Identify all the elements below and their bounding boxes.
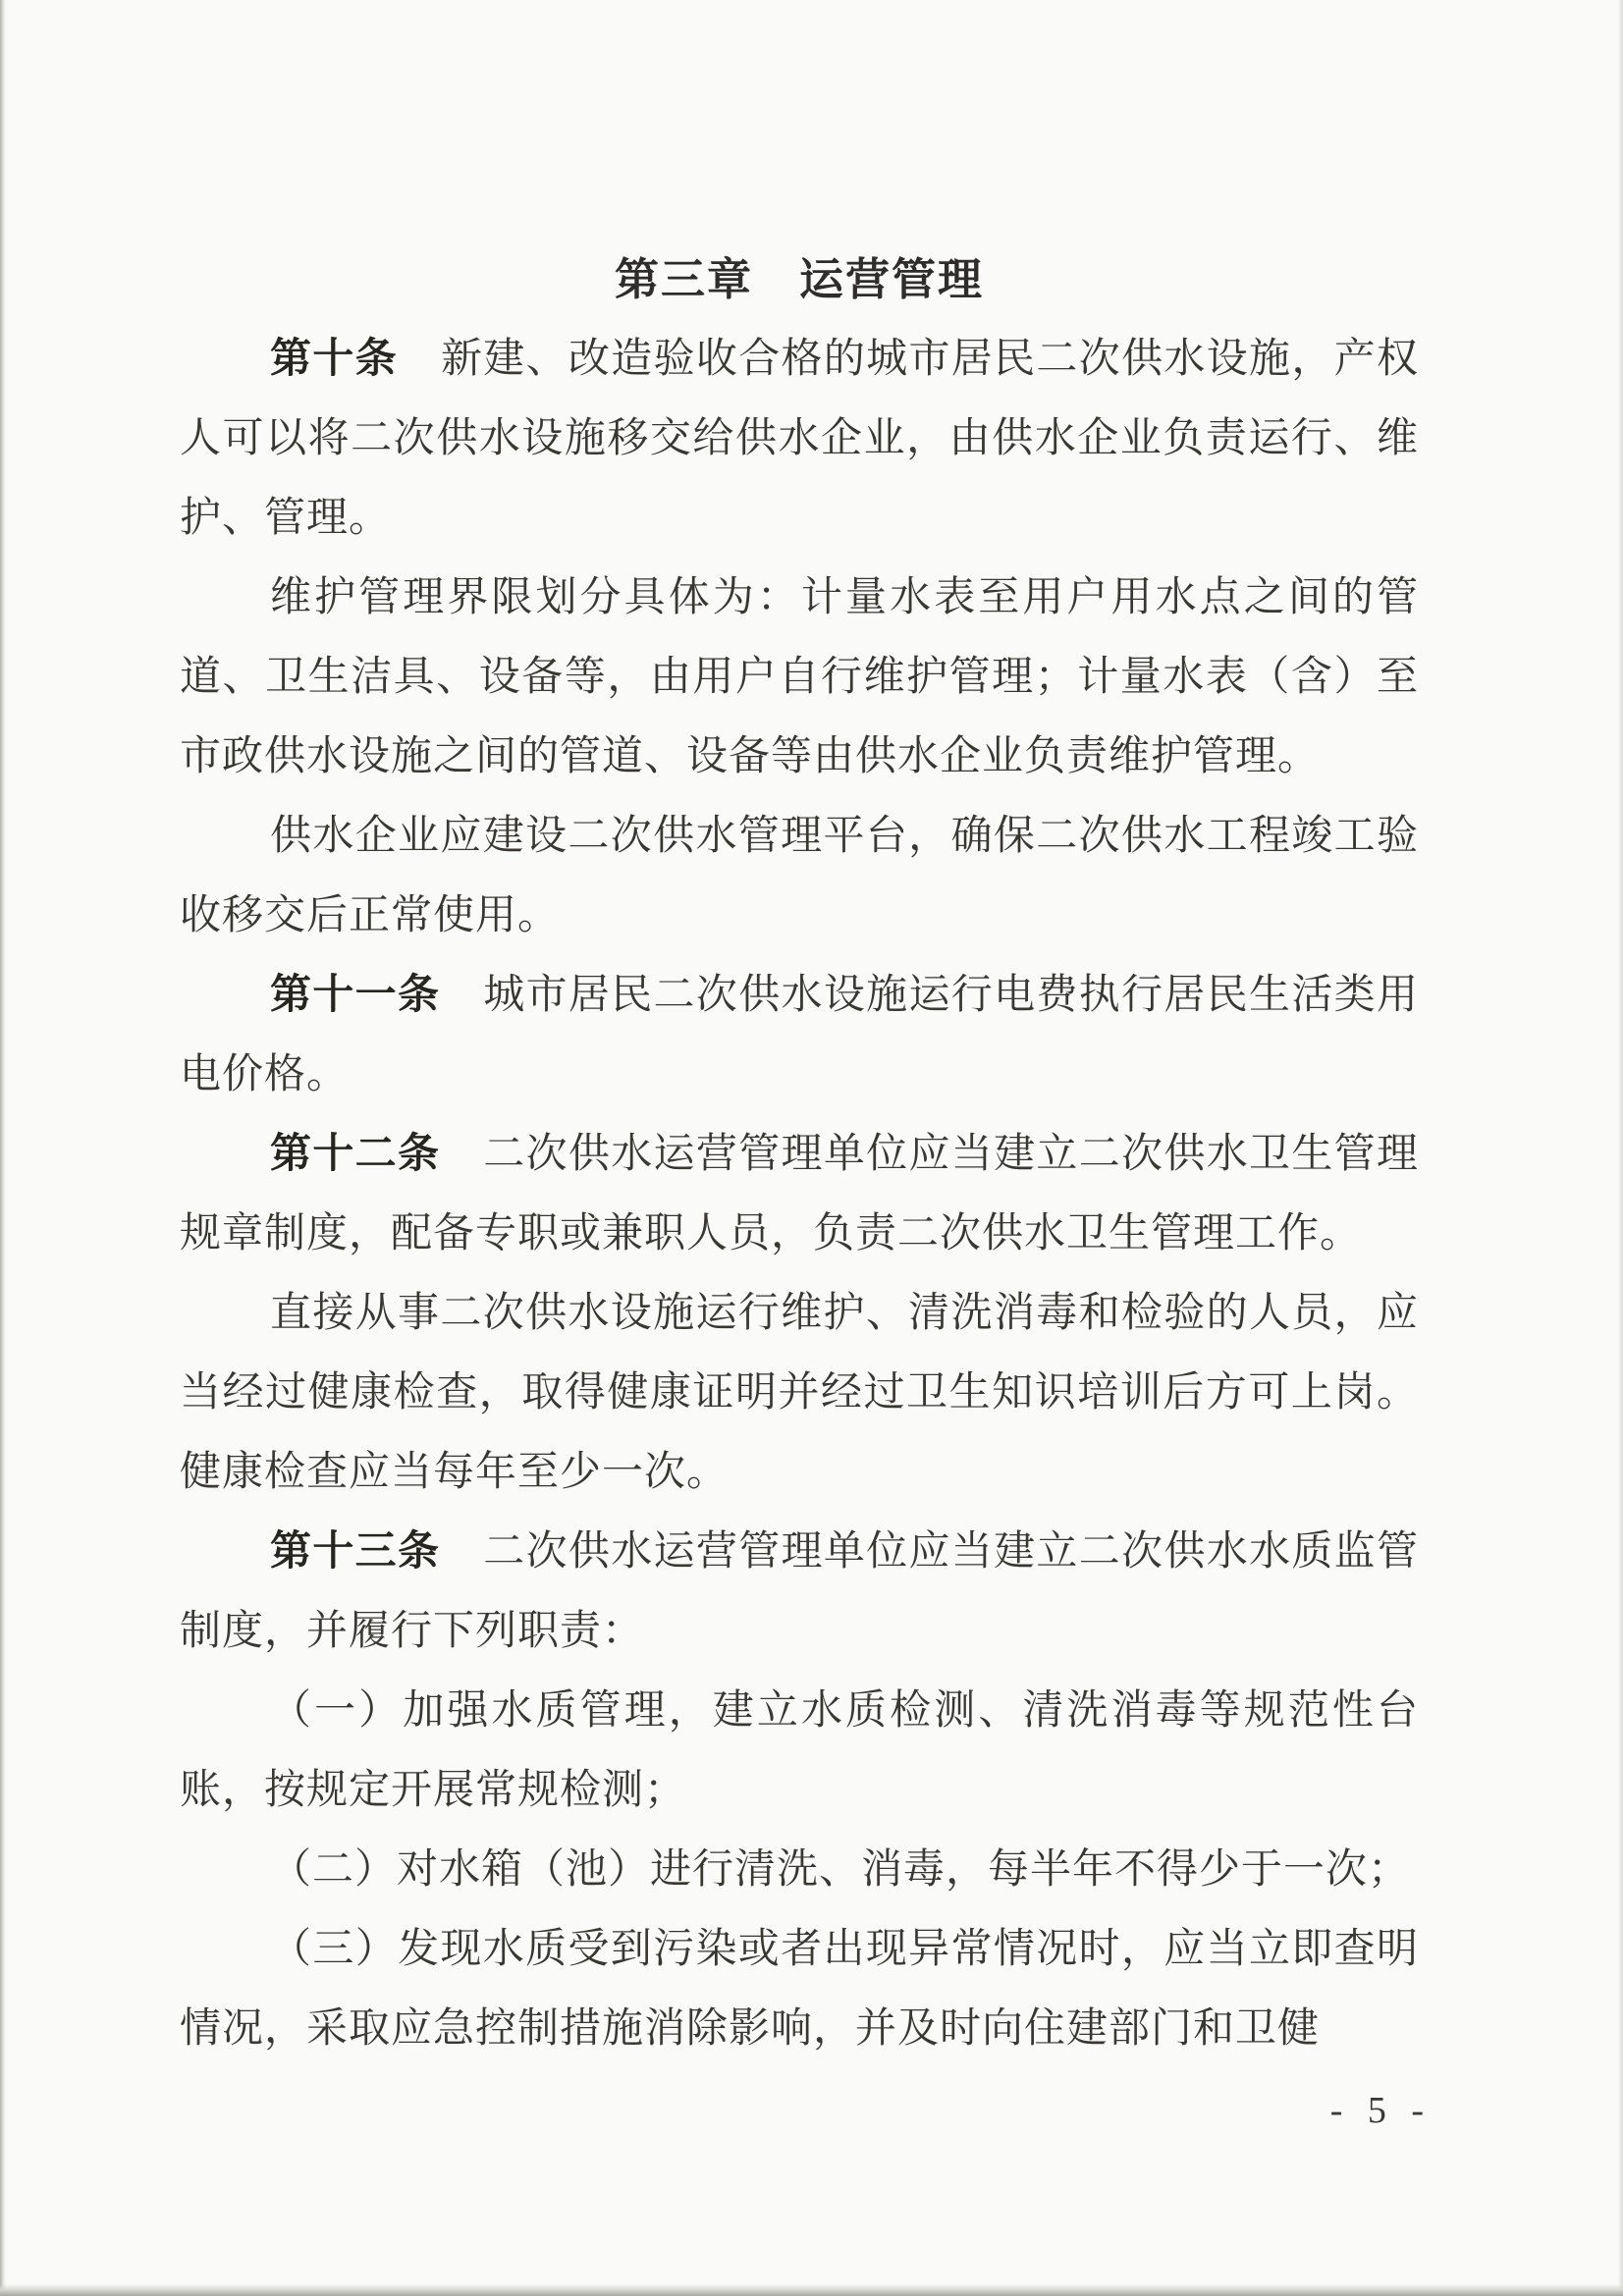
article-number: 第十一条 (270, 973, 441, 1018)
article-number: 第十条 (270, 337, 398, 382)
paragraph-text: 供水企业应建设二次供水管理平台，确保二次供水工程竣工验收移交后正常使用。 (180, 814, 1419, 938)
paragraph-text: （一）加强水质管理，建立水质检测、清洗消毒等规范性台账，按规定开展常规检测； (180, 1688, 1419, 1813)
scan-edge-bottom (0, 2284, 1623, 2296)
paragraph-text: （二）对水箱（池）进行清洗、消毒，每半年不得少于一次； (270, 1847, 1411, 1893)
scan-edge-right (1618, 0, 1623, 2296)
paragraph-text: 城市居民二次供水设施运行电费执行居民生活类用电价格。 (180, 973, 1419, 1097)
scan-edge-left (0, 0, 7, 2296)
paragraph-text: 维护管理界限划分具体为：计量水表至用户用水点之间的管道、卫生洁具、设备等，由用户自行维护管理；计量水表（含）至市政供水设施之间的管道、设备等由供水企业负责维护管理。 (180, 575, 1419, 779)
paragraph-text: （三）发现水质受到污染或者出现异常情况时，应当立即查明情况，采取应急控制措施消除影响，并及时向住建部门和卫健 (180, 1927, 1419, 2052)
article-number: 第十二条 (270, 1132, 441, 1177)
page-number: - 5 - (1329, 2090, 1432, 2131)
document-body (180, 240, 1419, 2069)
paragraph-list (180, 320, 1419, 2069)
paragraph (180, 559, 1419, 797)
paragraph (180, 1831, 1419, 1910)
paragraph (180, 1672, 1419, 1831)
paragraph (180, 797, 1419, 956)
paragraph-text: 二次供水运营管理单位应当建立二次供水水质监管制度，并履行下列职责： (180, 1529, 1419, 1654)
article-number: 第十三条 (270, 1529, 441, 1575)
paragraph (180, 1910, 1419, 2069)
paragraph (180, 320, 1419, 559)
paragraph (180, 1513, 1419, 1672)
paragraph-text: 新建、改造验收合格的城市居民二次供水设施，产权人可以将二次供水设施移交给供水企业，由供水企业负责运行、维护、管理。 (180, 337, 1419, 541)
paragraph (180, 1274, 1419, 1513)
paragraph (180, 1115, 1419, 1274)
paragraph-text: 二次供水运营管理单位应当建立二次供水卫生管理规章制度，配备专职或兼职人员，负责二次供水卫生管理工作。 (180, 1132, 1419, 1256)
paragraph (180, 956, 1419, 1115)
paragraph-text: 直接从事二次供水设施运行维护、清洗消毒和检验的人员，应当经过健康检查，取得健康证明并经过卫生知识培训后方可上岗。健康检查应当每年至少一次。 (180, 1291, 1419, 1495)
chapter-title: 第三章 运营管理 (614, 255, 984, 304)
